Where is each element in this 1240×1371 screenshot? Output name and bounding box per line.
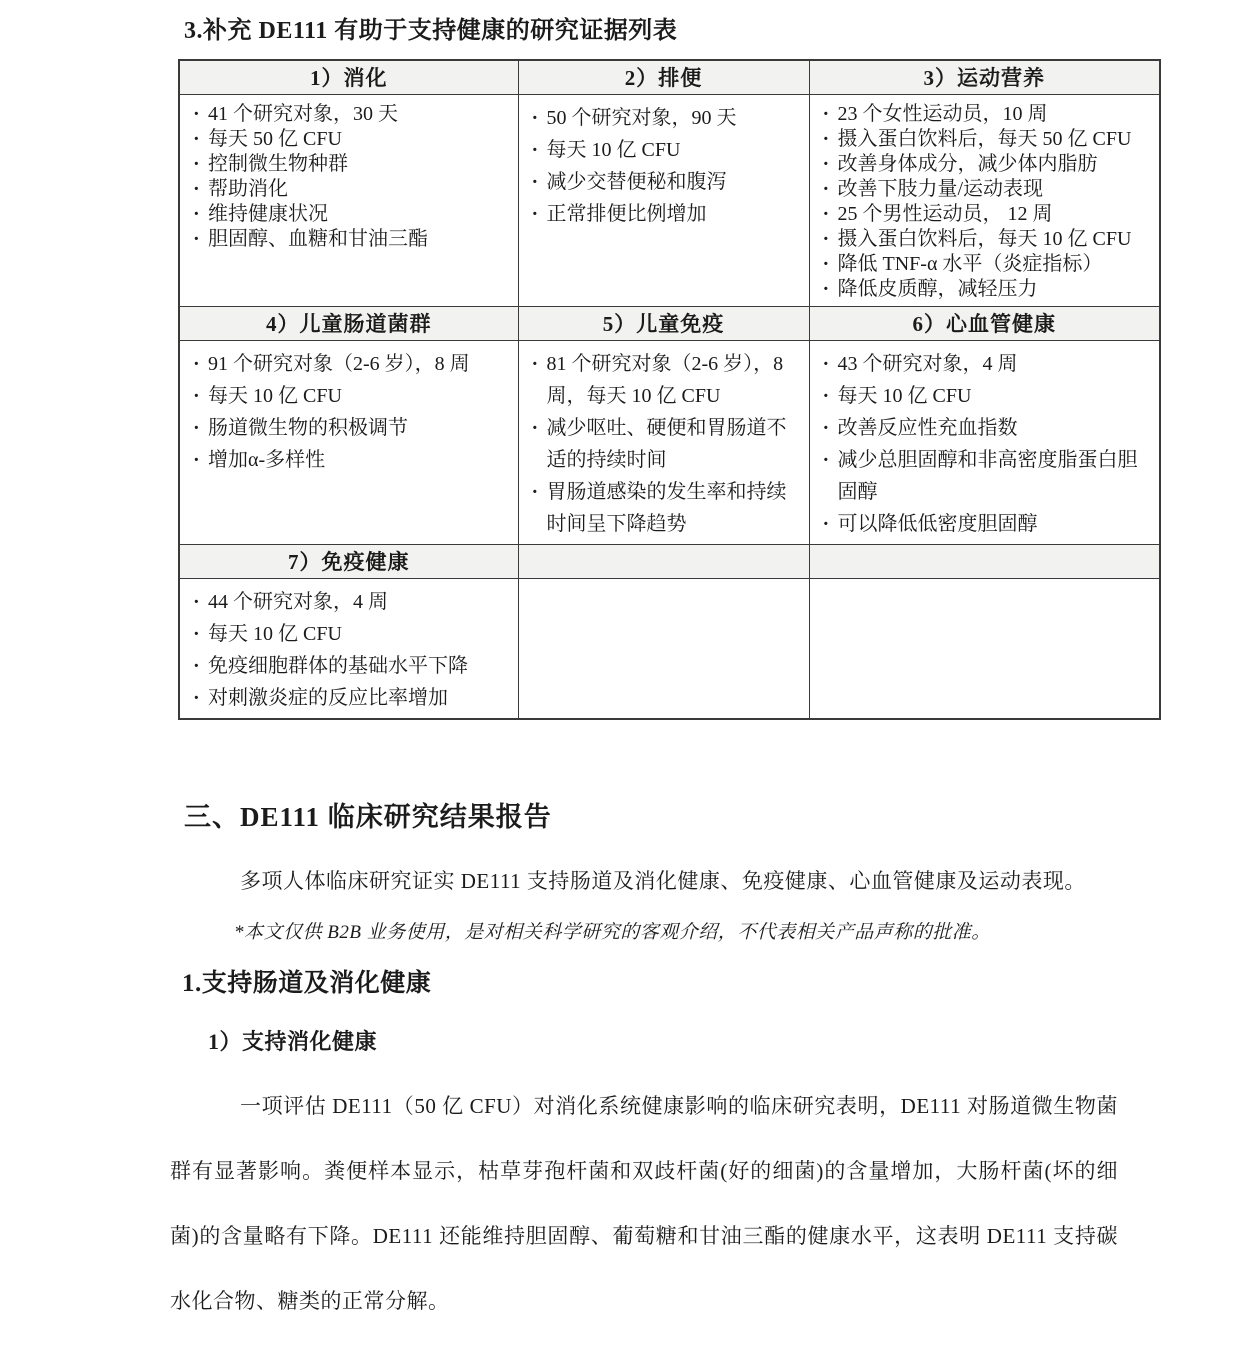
cell-digestion: [179, 94, 518, 306]
bullet-dot-icon: ·: [193, 686, 200, 709]
subsection-heading-digestive-health: 1）支持消化健康: [208, 1028, 378, 1054]
bullet-item: [188, 618, 510, 650]
bullet-item: [527, 198, 801, 230]
bullet-dot-icon: ·: [193, 448, 200, 471]
subsection-heading-gut-digestive: 1.支持肠道及消化健康: [182, 969, 432, 997]
evidence-list-title: 3.补充 DE111 有助于支持健康的研究证据列表: [184, 18, 678, 44]
evidence-table: [178, 59, 1161, 720]
bullet-text: 免疫细胞群体的基础水平下降: [208, 654, 468, 677]
cell-sports-nutrition: [809, 94, 1160, 306]
bullet-item: [188, 202, 510, 227]
bullet-item: [188, 127, 510, 152]
intro-paragraph: 多项人体临床研究证实 DE111 支持肠道及消化健康、免疫健康、心血管健康及运动表现。: [240, 868, 1086, 893]
bullet-text: 减少呕吐、硬便和胃肠道不适的持续时间: [546, 416, 787, 471]
bullet-dot-icon: ·: [822, 352, 830, 375]
bullet-text: 减少总胆固醇和非高密度脂蛋白胆固醇: [837, 448, 1138, 503]
bullet-item: [188, 682, 510, 714]
bullet-item: [818, 227, 1152, 252]
bullet-text: 23 个女性运动员，10 周: [837, 102, 1048, 125]
bullet-item: [188, 152, 510, 177]
bullet-item: [188, 380, 510, 412]
cell-children-gut: [179, 340, 518, 544]
bullet-item: [188, 227, 510, 252]
bullet-item: [188, 348, 510, 380]
bullet-dot-icon: ·: [193, 127, 200, 150]
bullet-dot-icon: ·: [193, 590, 200, 613]
bullet-text: 44 个研究对象，4 周: [208, 590, 388, 613]
bullet-text: 91 个研究对象（2-6 岁），8 周: [208, 352, 470, 375]
bullet-dot-icon: ·: [822, 227, 830, 250]
bullet-item: [527, 476, 801, 540]
header-cell-empty-2: [809, 544, 1160, 578]
bullet-text: 维持健康状况: [208, 202, 328, 225]
header-cell-bowel: 2）排便: [518, 60, 809, 94]
bullet-text: 43 个研究对象，4 周: [837, 352, 1018, 375]
bullet-dot-icon: ·: [822, 416, 830, 439]
bullet-dot-icon: ·: [531, 416, 539, 439]
cell-bowel: [518, 94, 809, 306]
bullet-text: 增加α-多样性: [208, 448, 326, 471]
bullet-dot-icon: ·: [193, 227, 200, 250]
bullet-dot-icon: ·: [193, 102, 200, 125]
bullet-item: [818, 348, 1152, 380]
bullet-item: [527, 412, 801, 476]
bullet-item: [818, 252, 1152, 277]
bullet-text: 改善反应性充血指数: [837, 416, 1018, 439]
bullet-text: 改善下肢力量/运动表现: [837, 177, 1044, 200]
bullet-dot-icon: ·: [193, 654, 200, 677]
bullet-text: 胆固醇、血糖和甘油三酯: [208, 227, 428, 250]
header-cell-sports-nutrition: 3）运动营养: [809, 60, 1160, 94]
table-header-row-1: [179, 60, 1160, 94]
bullet-text: 可以降低低密度胆固醇: [837, 512, 1038, 535]
bullet-dot-icon: ·: [822, 152, 830, 175]
bullet-dot-icon: ·: [822, 202, 830, 225]
bullet-item: [818, 127, 1152, 152]
bullet-text: 81 个研究对象（2-6 岁），8 周，每天 10 亿 CFU: [546, 352, 784, 407]
bullet-item: [818, 152, 1152, 177]
bullet-item: [188, 586, 510, 618]
bullet-dot-icon: ·: [531, 352, 539, 375]
bullet-item: [188, 650, 510, 682]
bullet-text: 对刺激炎症的反应比率增加: [208, 686, 448, 709]
bullet-text: 摄入蛋白饮料后，每天 10 亿 CFU: [837, 227, 1132, 250]
table-content-row-1: [179, 94, 1160, 306]
bullet-text: 帮助消化: [208, 177, 288, 200]
table-content-row-3: [179, 578, 1160, 719]
bullet-text: 每天 10 亿 CFU: [546, 138, 681, 161]
bullet-dot-icon: ·: [193, 622, 200, 645]
cell-cardio: [809, 340, 1160, 544]
header-cell-children-gut: 4）儿童肠道菌群: [179, 306, 518, 340]
bullet-text: 每天 10 亿 CFU: [208, 384, 342, 407]
bullet-dot-icon: ·: [193, 352, 200, 375]
bullet-item: [527, 102, 801, 134]
b2b-disclaimer-note: *本文仅供 B2B 业务使用，是对相关科学研究的客观介绍，不代表相关产品声称的批准。: [234, 921, 991, 943]
table-header-row-2: [179, 306, 1160, 340]
bullet-text: 每天 50 亿 CFU: [208, 127, 342, 150]
digestive-study-paragraph: 一项评估 DE111（50 亿 CFU）对消化系统健康影响的临床研究表明，DE111 对肠道微生物菌群有显著影响。粪便样本显示，枯草芽孢杆菌和双歧杆菌(好的细菌)的含量增加，大肠杆菌(坏的细菌)的含量略有下降。DE111 还能维持胆固醇、葡萄糖和甘油三酯的健康水平，这表明 DE111 支持碳水化合物、糖类的正常分解。: [170, 1093, 1118, 1313]
bullet-text: 降低皮质醇，减轻压力: [837, 277, 1038, 300]
header-cell-immune-health: 7）免疫健康: [179, 544, 518, 578]
cell-empty-1: [518, 578, 809, 719]
bullet-dot-icon: ·: [822, 177, 830, 200]
bullet-dot-icon: ·: [822, 102, 830, 125]
bullet-text: 正常排便比例增加: [546, 202, 707, 225]
cell-empty-2: [809, 578, 1160, 719]
bullet-dot-icon: ·: [193, 177, 200, 200]
header-cell-cardio: 6）心血管健康: [809, 306, 1160, 340]
bullet-item: [818, 202, 1152, 227]
bullet-item: [188, 444, 510, 476]
section-heading-clinical-report: 三、DE111 临床研究结果报告: [184, 801, 552, 832]
bullet-text: 控制微生物种群: [208, 152, 348, 175]
bullet-item: [188, 177, 510, 202]
cell-immune-health: [179, 578, 518, 719]
bullet-dot-icon: ·: [531, 480, 539, 503]
bullet-dot-icon: ·: [193, 152, 200, 175]
bullet-text: 摄入蛋白饮料后，每天 50 亿 CFU: [837, 127, 1132, 150]
header-cell-empty-1: [518, 544, 809, 578]
bullet-dot-icon: ·: [531, 106, 539, 129]
bullet-text: 25 个男性运动员， 12 周: [837, 202, 1053, 225]
bullet-item: [818, 277, 1152, 302]
header-cell-children-immunity: 5）儿童免疫: [518, 306, 809, 340]
bullet-dot-icon: ·: [822, 448, 830, 471]
bullet-item: [818, 508, 1152, 540]
bullet-item: [818, 177, 1152, 202]
bullet-item: [188, 412, 510, 444]
bullet-text: 改善身体成分，减少体内脂肪: [837, 152, 1098, 175]
bullet-dot-icon: ·: [822, 384, 830, 407]
bullet-item: [527, 348, 801, 412]
header-cell-digestion: 1）消化: [179, 60, 518, 94]
bullet-text: 50 个研究对象，90 天: [546, 106, 737, 129]
bullet-text: 降低 TNF-α 水平（炎症指标）: [837, 252, 1103, 275]
bullet-dot-icon: ·: [193, 416, 200, 439]
bullet-dot-icon: ·: [531, 202, 539, 225]
table-content-row-2: [179, 340, 1160, 544]
bullet-item: [818, 412, 1152, 444]
bullet-dot-icon: ·: [193, 202, 200, 225]
bullet-item: [188, 102, 510, 127]
bullet-dot-icon: ·: [822, 512, 830, 535]
bullet-text: 41 个研究对象，30 天: [208, 102, 398, 125]
bullet-item: [818, 444, 1152, 508]
bullet-dot-icon: ·: [193, 384, 200, 407]
bullet-item: [818, 380, 1152, 412]
bullet-text: 每天 10 亿 CFU: [837, 384, 972, 407]
bullet-dot-icon: ·: [531, 138, 539, 161]
bullet-dot-icon: ·: [822, 252, 830, 275]
cell-children-immunity: [518, 340, 809, 544]
bullet-dot-icon: ·: [531, 170, 539, 193]
bullet-item: [818, 102, 1152, 127]
bullet-text: 减少交替便秘和腹泻: [546, 170, 727, 193]
bullet-item: [527, 166, 801, 198]
bullet-dot-icon: ·: [822, 277, 830, 300]
bullet-dot-icon: ·: [822, 127, 830, 150]
table-header-row-3: [179, 544, 1160, 578]
bullet-item: [527, 134, 801, 166]
bullet-text: 胃肠道感染的发生率和持续时间呈下降趋势: [546, 480, 787, 535]
bullet-text: 每天 10 亿 CFU: [208, 622, 342, 645]
bullet-text: 肠道微生物的积极调节: [208, 416, 408, 439]
